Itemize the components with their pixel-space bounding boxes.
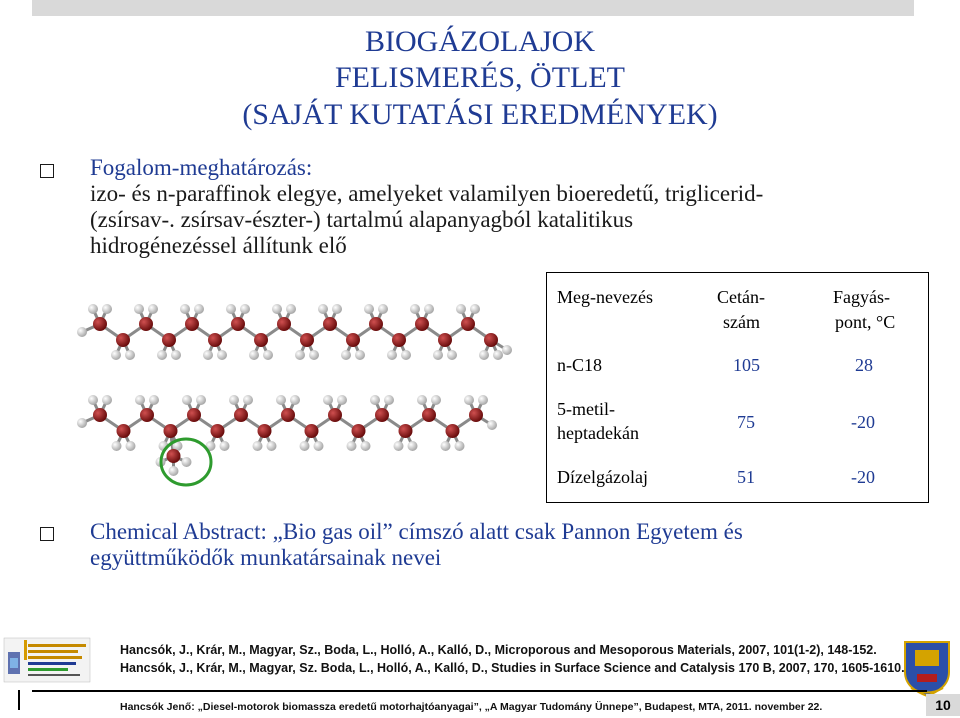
carbon-atom: [422, 408, 436, 422]
methylheptadecane-molecule: [77, 395, 497, 476]
hydrogen-atom: [102, 395, 112, 405]
hydrogen-atom: [378, 304, 388, 314]
row-3-cetane: 51: [737, 467, 755, 487]
hydrogen-atom: [361, 441, 371, 451]
hydrogen-atom: [180, 304, 190, 314]
hydrogen-atom: [479, 350, 489, 360]
institute-logo: [0, 630, 92, 688]
header-name: Meg-nevezés: [557, 287, 653, 307]
hydrogen-atom: [229, 395, 239, 405]
hydrogen-atom: [493, 350, 503, 360]
carbon-atom: [162, 333, 176, 347]
hydrogen-atom: [226, 304, 236, 314]
hydrogen-atom: [318, 304, 328, 314]
hydrogen-atom: [134, 304, 144, 314]
carbon-atom: [164, 424, 178, 438]
hydrogen-atom: [240, 304, 250, 314]
hydrogen-atom: [394, 441, 404, 451]
hydrogen-atom: [194, 304, 204, 314]
hydrogen-atom: [456, 304, 466, 314]
bullet-2-line-2: együttműködők munkatársainak nevei: [90, 545, 442, 570]
hydrogen-atom: [77, 418, 87, 428]
header-cetane-2: szám: [723, 312, 760, 332]
hydrogen-atom: [203, 350, 213, 360]
carbon-atom: [139, 317, 153, 331]
hydrogen-atom: [148, 304, 158, 314]
hydrogen-atom: [424, 304, 434, 314]
hydrogen-atom: [88, 304, 98, 314]
row-1-name: n-C18: [557, 355, 602, 375]
hydrogen-atom: [300, 441, 310, 451]
carbon-atom: [328, 408, 342, 422]
bullet-1-line-1: izo- és n-paraffinok elegye, amelyeket valamilyen bioeredetű, triglicerid-: [90, 181, 764, 206]
hydrogen-atom: [149, 395, 159, 405]
hydrogen-atom: [309, 350, 319, 360]
row-2-cetane: 75: [737, 412, 755, 432]
footer-divider: [32, 690, 927, 692]
hydrogen-atom: [337, 395, 347, 405]
hydrogen-atom: [171, 350, 181, 360]
carbon-atom: [117, 424, 131, 438]
hydrogen-atom: [157, 350, 167, 360]
row-1-freeze: 28: [855, 355, 873, 375]
hydrogen-atom: [135, 395, 145, 405]
hydrogen-atom: [370, 395, 380, 405]
hydrogen-atom: [447, 350, 457, 360]
top-bar: [32, 0, 914, 16]
carbon-atom: [281, 408, 295, 422]
carbon-atom: [234, 408, 248, 422]
university-crest-icon: [895, 638, 959, 698]
hydrogen-atom: [364, 304, 374, 314]
carbon-atom: [399, 424, 413, 438]
hydrogen-atom: [276, 395, 286, 405]
hydrogen-atom: [323, 395, 333, 405]
page-number: 10: [926, 694, 960, 716]
bullet-1-line-2: (zsírsav-. zsírsav-észter-) tartalmú alapanyagból katalitikus: [90, 207, 634, 232]
hydrogen-atom: [112, 441, 122, 451]
carbon-atom: [369, 317, 383, 331]
hydrogen-atom: [220, 441, 230, 451]
hydrogen-atom: [470, 304, 480, 314]
carbon-atom: [277, 317, 291, 331]
hydrogen-atom: [272, 304, 282, 314]
hydrogen-atom: [77, 327, 87, 337]
carbon-atom: [352, 424, 366, 438]
hydrogen-atom: [290, 395, 300, 405]
hydrogen-atom: [88, 395, 98, 405]
hydrogen-atom: [169, 466, 179, 476]
title-line-2: FELISMERÉS, ÖTLET: [335, 61, 625, 94]
carbon-atom: [93, 317, 107, 331]
row-2-freeze: -20: [851, 412, 875, 432]
hydrogen-atom: [433, 350, 443, 360]
carbon-atom: [254, 333, 268, 347]
hydrogen-atom: [249, 350, 259, 360]
hydrogen-atom: [182, 395, 192, 405]
hydrogen-atom: [111, 350, 121, 360]
hydrogen-atom: [253, 441, 263, 451]
hydrogen-atom: [441, 441, 451, 451]
row-1-cetane: 105: [733, 355, 760, 375]
hydrogen-atom: [387, 350, 397, 360]
molecule-illustration: [55, 285, 515, 495]
carbon-atom: [305, 424, 319, 438]
carbon-atom: [415, 317, 429, 331]
carbon-atom: [185, 317, 199, 331]
hydrogen-atom: [464, 395, 474, 405]
row-3-name: Dízelgázolaj: [557, 467, 648, 487]
carbon-atom: [300, 333, 314, 347]
carbon-atom: [469, 408, 483, 422]
hydrogen-atom: [332, 304, 342, 314]
carbon-atom: [484, 333, 498, 347]
hydrogen-atom: [267, 441, 277, 451]
hydrogen-atom: [408, 441, 418, 451]
hydrogen-atom: [341, 350, 351, 360]
carbon-atom: [323, 317, 337, 331]
footer-citation: Hancsók Jenő: „Diesel-motorok biomassza eredetű motorhajtóanyagai”, „A Magyar Tudomány Ünnepe”, Budapest, MTA, 2011. november 22.: [120, 701, 823, 713]
bullet-1-heading: Fogalom-meghatározás:: [90, 155, 313, 180]
title-line-3: (SAJÁT KUTATÁSI EREDMÉNYEK): [242, 98, 718, 131]
hydrogen-atom: [102, 304, 112, 314]
properties-table: [546, 272, 929, 503]
carbon-atom: [392, 333, 406, 347]
hydrogen-atom: [502, 345, 512, 355]
hydrogen-atom: [243, 395, 253, 405]
carbon-atom: [461, 317, 475, 331]
carbon-atom: [346, 333, 360, 347]
bullet-square-icon: [40, 527, 54, 541]
carbon-atom: [116, 333, 130, 347]
hydrogen-atom: [286, 304, 296, 314]
reference-1: Hancsók, J., Krár, M., Magyar, Sz., Boda, L., Holló, A., Kalló, D., Microporous and Mesoporous Materials, 2007, 101(1-2), 148-152.: [120, 643, 877, 657]
hydrogen-atom: [126, 441, 136, 451]
header-freeze-2: pont, °C: [835, 312, 896, 332]
row-2-name-2: heptadekán: [557, 423, 639, 443]
hydrogen-atom: [417, 395, 427, 405]
hydrogen-atom: [196, 395, 206, 405]
bullet-2-line-1: Chemical Abstract: „Bio gas oil” címszó alatt csak Pannon Egyetem és: [90, 519, 743, 544]
row-2-name-1: 5-metil-: [557, 399, 615, 419]
bullet-square-icon: [40, 164, 54, 178]
row-3-freeze: -20: [851, 467, 875, 487]
footer-left-mark: [18, 690, 28, 710]
hydrogen-atom: [431, 395, 441, 405]
carbon-atom: [231, 317, 245, 331]
hydrogen-atom: [295, 350, 305, 360]
header-freeze-1: Fagyás-: [833, 287, 890, 307]
carbon-atom: [258, 424, 272, 438]
hydrogen-atom: [478, 395, 488, 405]
title-line-1: BIOGÁZOLAJOK: [365, 25, 595, 58]
carbon-atom: [375, 408, 389, 422]
carbon-atom: [438, 333, 452, 347]
reference-2: Hancsók, J., Krár, M., Magyar, Sz. Boda, L., Holló, A., Kalló, D., Studies in Surface Science and Catalysis 170 B, 2007, 170, 1605-1610.: [120, 661, 905, 675]
hydrogen-atom: [217, 350, 227, 360]
carbon-atom: [140, 408, 154, 422]
hydrogen-atom: [410, 304, 420, 314]
carbon-atom: [187, 408, 201, 422]
carbon-atom: [211, 424, 225, 438]
header-cetane-1: Cetán-: [717, 287, 765, 307]
hydrogen-atom: [182, 457, 192, 467]
hydrogen-atom: [487, 420, 497, 430]
carbon-atom: [446, 424, 460, 438]
hydrogen-atom: [125, 350, 135, 360]
hydrogen-atom: [384, 395, 394, 405]
hydrogen-atom: [401, 350, 411, 360]
hydrogen-atom: [355, 350, 365, 360]
bullet-1-line-3: hidrogénezéssel állítunk elő: [90, 233, 347, 258]
carbon-atom: [208, 333, 222, 347]
carbon-atom: [167, 449, 181, 463]
carbon-atom: [93, 408, 107, 422]
n-c18-molecule: [77, 304, 512, 360]
hydrogen-atom: [455, 441, 465, 451]
hydrogen-atom: [347, 441, 357, 451]
hydrogen-atom: [314, 441, 324, 451]
hydrogen-atom: [263, 350, 273, 360]
